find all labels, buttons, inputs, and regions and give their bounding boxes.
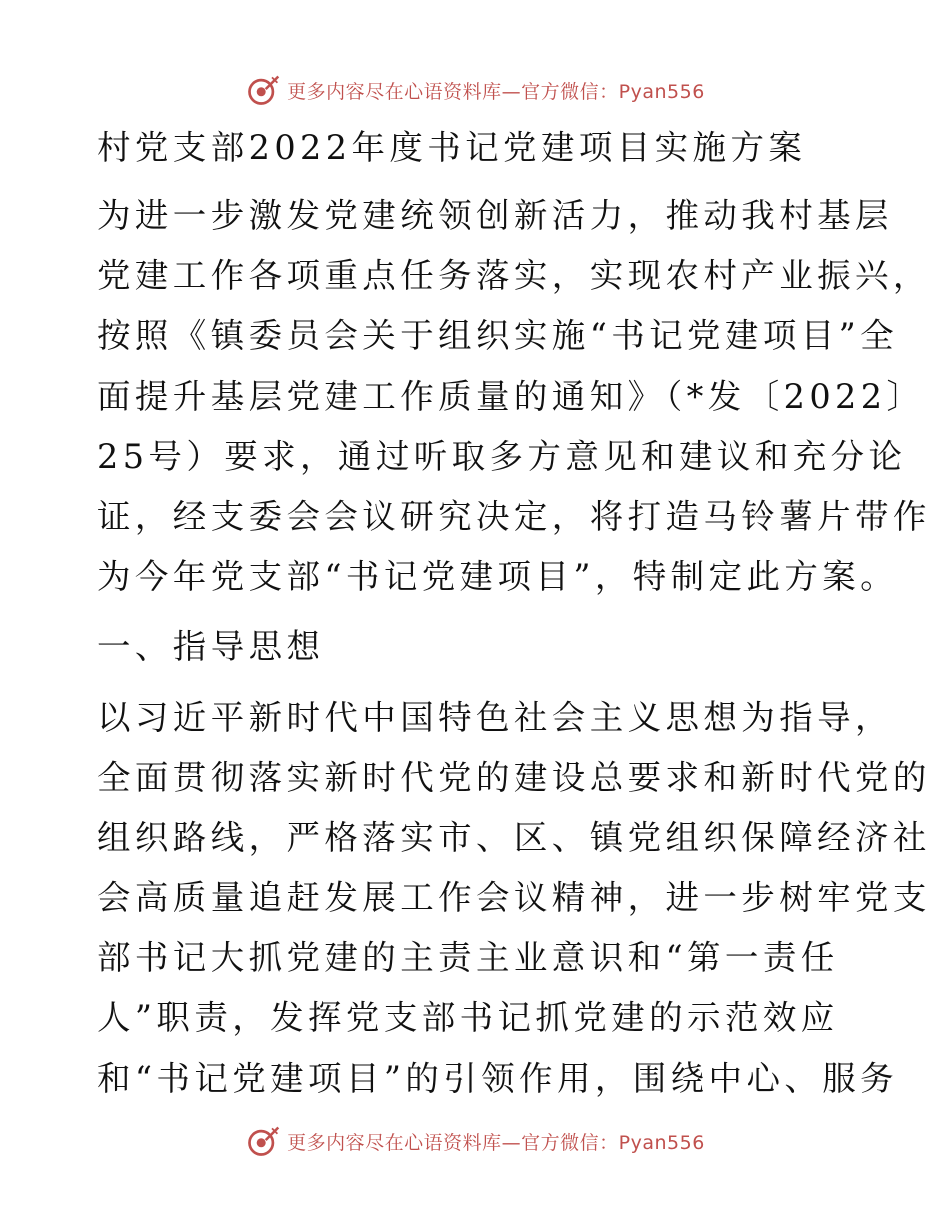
paragraph-line: 会高质量追赶发展工作会议精神，进一步树牢党支 — [97, 878, 931, 918]
paragraph-line: 部书记大抓党建的主责主业意识和“第一责任 — [97, 938, 839, 978]
section-heading: 一、指导思想 — [97, 627, 325, 667]
pen-logo-icon — [245, 72, 281, 108]
paragraph-line: 为今年党支部“书记党建项目”，特制定此方案。 — [97, 557, 899, 597]
paragraph-line: 组织路线，严格落实市、区、镇党组织保障经济社 — [97, 817, 931, 857]
document-body — [97, 118, 931, 1109]
paragraph-line: 人”职责，发挥党支部书记抓党建的示范效应 — [97, 998, 839, 1038]
paragraph-line: 以习近平新时代中国特色社会主义思想为指导， — [97, 697, 893, 737]
paragraph-line: 证，经支委会会议研究决定，将打造马铃薯片带作 — [97, 496, 931, 536]
paragraph-line: 和“书记党建项目”的引领作用，围绕中心、服务 — [97, 1058, 899, 1098]
pen-logo-icon — [245, 1123, 281, 1159]
paragraph-line: 面提升基层党建工作质量的通知》（*发〔2022〕 — [97, 376, 925, 416]
paragraph-line: 25号）要求，通过听取多方意见和建议和充分论 — [97, 436, 907, 476]
watermark-text: 更多内容尽在心语资料库—官方微信：Pyan556 — [287, 1131, 705, 1154]
document-title: 村党支部2022年度书记党建项目实施方案 — [97, 128, 807, 167]
watermark-banner-top — [0, 70, 950, 110]
paragraph-line: 党建工作各项重点任务落实，实现农村产业振兴， — [97, 256, 931, 296]
watermark-banner-bottom — [0, 1121, 950, 1161]
watermark-text: 更多内容尽在心语资料库—官方微信：Pyan556 — [287, 80, 705, 103]
paragraph-line: 为进一步激发党建统领创新活力，推动我村基层 — [97, 196, 893, 235]
paragraph-line: 全面贯彻落实新时代党的建设总要求和新时代党的 — [97, 757, 931, 797]
paragraph-line: 按照《镇委员会关于组织实施“书记党建项目”全 — [97, 316, 899, 356]
